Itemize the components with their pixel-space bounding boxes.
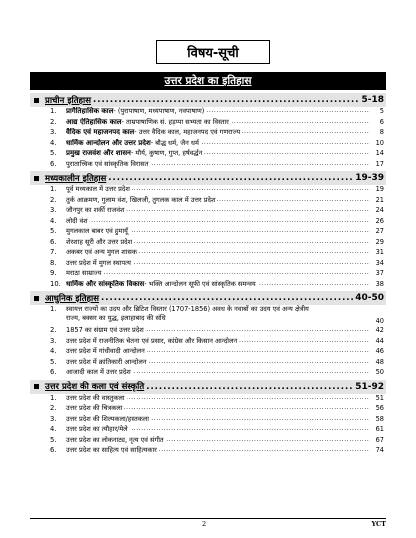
entry-description: - भक्ति आन्दोलन सूफी एवं सांस्कृतिक समन्वय <box>144 279 256 288</box>
entry-page-number: 67 <box>370 436 384 445</box>
toc-entry[interactable] <box>30 415 386 426</box>
entry-page-number: 58 <box>370 415 384 424</box>
entry-page-number: 48 <box>370 358 384 367</box>
entry-body <box>66 118 370 127</box>
entry-page-number: 17 <box>370 160 384 169</box>
entry-body <box>66 217 370 226</box>
entry-description: उत्तर प्रदेश में राजनीतिक चेतना एवं प्रसार, कांग्रेस और किसान आन्दोलन <box>66 336 238 345</box>
entry-label <box>66 185 132 193</box>
section-heading[interactable] <box>30 171 386 185</box>
toc-entry[interactable] <box>30 305 386 326</box>
entry-number: 4. <box>50 347 57 355</box>
entry-page-number: 31 <box>370 248 384 257</box>
page-title-text: विषय-सूची <box>187 46 239 61</box>
entry-label <box>66 326 146 334</box>
entry-label <box>66 259 133 267</box>
section-page-range: 5-18 <box>361 95 384 105</box>
bullet-square-icon <box>34 384 39 389</box>
entry-body <box>66 358 370 367</box>
entry-description: 1857 का संग्राम एवं उत्तर प्रदेश <box>66 326 144 334</box>
entry-body <box>66 404 370 413</box>
entry-description: लोदी वंश <box>66 216 88 225</box>
page-footer <box>30 518 386 528</box>
entry-label <box>66 107 206 115</box>
entry-number: 10. <box>50 279 61 288</box>
bullet-square-icon <box>34 296 39 301</box>
entry-page-number: 61 <box>370 425 384 434</box>
toc-entry[interactable] <box>30 206 386 217</box>
entry-description: उत्तर प्रदेश में गांधीवादी आन्दोलन <box>66 347 145 355</box>
entry-description: मराठा साम्राज्य <box>66 269 102 277</box>
bullet-square-icon <box>34 98 39 103</box>
entry-number: 3. <box>50 128 57 136</box>
entry-label <box>66 305 370 326</box>
entry-description: - ताम्रपाषाणिक सं. हड़प्पा सभ्यता का विस्तार <box>121 117 229 126</box>
entry-number: 2. <box>50 117 57 126</box>
entry-description: अकबर एवं अन्य मुगल शासक <box>66 248 137 256</box>
toc-entry[interactable] <box>30 248 386 259</box>
entry-description: - (पुरापाषाण, मध्यपाषाण, नवपाषाण) <box>113 107 205 115</box>
entry-label <box>66 238 134 246</box>
entry-description: मुगलकाल बाबर एवं हुमायूँ <box>66 227 128 235</box>
entry-description: शेरशाह सूरी और उत्तर प्रदेश <box>66 237 133 246</box>
toc-entry[interactable] <box>30 227 386 238</box>
toc-entry[interactable] <box>30 217 386 228</box>
toc-entry[interactable] <box>30 358 386 369</box>
toc-entry[interactable] <box>30 107 386 118</box>
entry-page-number: 8 <box>370 128 384 137</box>
entry-label <box>66 436 166 444</box>
dot-leader <box>93 95 359 105</box>
entry-bold-title: वैदिक एवं महाजनपद काल <box>66 128 135 136</box>
entry-number: 6. <box>50 237 57 246</box>
entry-description: जौनपुर का शर्की राजवंश <box>66 206 125 214</box>
section-title: मध्यकालीन इतिहास <box>45 173 107 184</box>
entry-page-number: 51 <box>370 394 384 403</box>
toc-entry[interactable] <box>30 394 386 405</box>
entry-number: 5. <box>50 435 57 444</box>
entry-number: 7. <box>50 248 57 256</box>
entry-bold-title: धार्मिक और सांस्कृतिक विकास <box>66 279 145 288</box>
entry-page-number: 10 <box>370 139 384 148</box>
entry-number: 1. <box>50 305 57 313</box>
bullet-square-icon <box>34 176 39 181</box>
entry-body <box>66 107 370 116</box>
section-heading[interactable] <box>30 291 386 305</box>
entry-number: 5. <box>50 227 57 235</box>
entry-body <box>66 446 370 455</box>
entry-label <box>66 415 151 423</box>
entry-label <box>66 425 130 433</box>
section-title: प्राचीन इतिहास <box>45 95 91 106</box>
entry-label <box>66 160 151 168</box>
entry-number: 4. <box>50 425 57 433</box>
entry-number: 2. <box>50 404 57 412</box>
entry-page-number: 14 <box>370 149 384 158</box>
entry-bold-title: धार्मिक आन्दोलन और उत्तर प्रदेश <box>66 138 151 147</box>
toc-entry[interactable] <box>30 160 386 171</box>
entry-number: 1. <box>50 185 57 193</box>
entry-body <box>66 160 370 169</box>
entry-page-number: 50 <box>370 368 384 377</box>
entry-body <box>66 347 370 356</box>
entry-number: 2. <box>50 326 57 334</box>
entry-body <box>66 248 370 257</box>
dot-leader <box>101 293 353 303</box>
entry-number: 6. <box>50 368 57 376</box>
toc-entry[interactable] <box>30 425 386 436</box>
entry-body <box>66 436 370 445</box>
entry-label <box>66 358 148 366</box>
entry-body <box>66 368 370 377</box>
entry-page-number: 27 <box>370 227 384 236</box>
dot-leader <box>146 382 353 392</box>
entry-page-number: 40 <box>370 317 384 326</box>
toc-entry[interactable] <box>30 128 386 139</box>
toc-entry[interactable] <box>30 139 386 150</box>
entry-body <box>66 227 370 236</box>
toc-entry[interactable] <box>30 149 386 160</box>
entry-description: उत्तर प्रदेश की शिल्पकला/हस्तकला <box>66 414 149 423</box>
entry-label <box>66 206 126 214</box>
entry-page-number: 5 <box>370 107 384 116</box>
entry-number: 9. <box>50 269 57 277</box>
entry-number: 4. <box>50 138 57 147</box>
entry-label <box>66 248 139 256</box>
entry-number: 5. <box>50 149 57 157</box>
entry-label <box>66 196 217 204</box>
entry-page-number: 38 <box>370 280 384 289</box>
entry-body <box>66 139 370 148</box>
subject-title-text: उत्तर प्रदेश का इतिहास <box>164 75 252 87</box>
entry-body <box>66 415 370 424</box>
toc-entry[interactable] <box>30 259 386 270</box>
entry-body <box>66 305 370 326</box>
toc-entry[interactable] <box>30 337 386 348</box>
toc-entry[interactable] <box>30 118 386 129</box>
entry-description: - बौद्ध धर्म, जैन धर्म <box>150 138 199 147</box>
entry-description: पूर्व मध्यकाल में उत्तर प्रदेश <box>66 185 130 193</box>
entry-page-number: 26 <box>370 217 384 226</box>
entry-body <box>66 238 370 247</box>
entry-label <box>66 118 231 126</box>
entry-bold-title: प्रागैतिहासिक काल <box>66 107 114 115</box>
entry-description: आजादी काल में उत्तर प्रदेश <box>66 368 131 376</box>
entry-description: उत्तर प्रदेश का लोकनाट्य, नृत्य एवं संगीत <box>66 435 164 444</box>
entry-page-number: 42 <box>370 326 384 335</box>
entry-label <box>66 217 90 225</box>
toc-entry[interactable] <box>30 368 386 379</box>
toc-entry[interactable] <box>30 446 386 457</box>
entry-number: 1. <box>50 107 57 115</box>
toc-entry[interactable] <box>30 185 386 196</box>
entry-number: 3. <box>50 206 57 214</box>
entry-body <box>66 326 370 335</box>
entry-page-number: 6 <box>370 118 384 127</box>
entry-body <box>66 337 370 346</box>
entry-body <box>66 280 370 289</box>
toc-entry[interactable] <box>30 326 386 337</box>
footer-brand: YCT <box>371 520 386 528</box>
toc-entry[interactable] <box>30 269 386 280</box>
toc-entry[interactable] <box>30 404 386 415</box>
entry-description: उत्तर प्रदेश की चित्रकला <box>66 404 123 412</box>
entry-number: 6. <box>50 446 57 454</box>
section-title: उत्तर प्रदेश की कला एवं संस्कृति <box>45 382 145 392</box>
entry-description: उत्तर प्रदेश में क्रांतिकारी आन्दोलन <box>66 357 147 366</box>
entry-label <box>66 280 258 288</box>
table-of-contents <box>30 92 386 457</box>
entry-page-number: 29 <box>370 238 384 247</box>
entry-body <box>66 196 370 205</box>
entry-page-number: 56 <box>370 404 384 413</box>
toc-entry[interactable] <box>30 196 386 207</box>
entry-description: स्वायत्त राज्यों का उदय और ब्रिटिश विस्तार (1707-1856) अवध के नवाबों का उदय एवं अन्य क्षेत्रीय <box>66 305 309 313</box>
dot-leader <box>66 217 370 225</box>
entry-page-number: 34 <box>370 259 384 268</box>
page-title <box>156 40 270 64</box>
toc-entry[interactable] <box>30 436 386 447</box>
section-title: आधुनिक इतिहास <box>45 293 100 304</box>
toc-entry[interactable] <box>30 280 386 291</box>
entry-number: 5. <box>50 357 57 366</box>
entry-page-number: 21 <box>370 196 384 205</box>
entry-page-number: 19 <box>370 185 384 194</box>
entry-number: 4. <box>50 216 57 225</box>
subject-title-bar <box>30 72 386 90</box>
section-page-range: 19-39 <box>355 173 384 183</box>
entry-number: 8. <box>50 258 57 267</box>
entry-number: 3. <box>50 336 57 345</box>
dot-leader <box>66 269 370 277</box>
entry-body <box>66 269 370 278</box>
entry-page-number: 44 <box>370 337 384 346</box>
entry-page-number: 74 <box>370 446 384 455</box>
entry-number: 1. <box>50 393 57 402</box>
entry-description: उत्तर प्रदेश का साहित्य एवं साहित्यकार <box>66 446 157 454</box>
entry-label <box>66 404 124 412</box>
entry-number: 6. <box>50 159 57 168</box>
entry-description-line2: राज्य, बक्सर का युद्ध, इलाहाबाद की संधि <box>66 314 166 322</box>
entry-label <box>66 347 147 355</box>
entry-body <box>66 394 370 403</box>
section-page-range: 40-50 <box>355 293 384 303</box>
entry-label <box>66 149 204 157</box>
entry-label <box>66 139 201 147</box>
entry-description: - उत्तर वैदिक काल, महाजनपद एवं गणराज्य <box>134 128 241 136</box>
section-page-range: 51-92 <box>355 381 384 392</box>
entry-label <box>66 368 133 376</box>
entry-bold-title: प्रमुख राजवंश और शासन <box>66 149 131 157</box>
entry-page-number: 37 <box>370 269 384 278</box>
entry-body <box>66 425 370 434</box>
entry-body <box>66 259 370 268</box>
entry-description: उत्तर प्रदेश का त्यौहार/मेले <box>66 425 128 433</box>
entry-description: पुरातात्त्विक एवं सांस्कृतिक विरासत <box>66 159 149 168</box>
entry-number: 2. <box>50 195 57 204</box>
section-heading[interactable] <box>30 380 386 394</box>
toc-entry[interactable] <box>30 347 386 358</box>
entry-number: 3. <box>50 414 57 423</box>
entry-bold-title: आद्य ऐतिहासिक काल <box>66 117 122 126</box>
entry-description: - मौर्य, कुषाण, गुप्त, हर्षवर्द्धन <box>130 149 203 157</box>
entry-body <box>66 185 370 194</box>
entry-label <box>66 337 239 345</box>
entry-body <box>66 128 370 137</box>
entry-description: उत्तर प्रदेश में मुगल स्थापत्य <box>66 258 131 267</box>
entry-page-number: 24 <box>370 206 384 215</box>
entry-label <box>66 394 127 402</box>
entry-description: तुर्क आक्रमण, गुलाम वंश, खिलजी, तुगलक काल में उत्तर प्रदेश <box>66 195 216 204</box>
entry-description: उत्तर प्रदेश की वास्तुकला <box>66 393 125 402</box>
section-heading[interactable] <box>30 93 386 107</box>
entry-label <box>66 128 242 136</box>
dot-leader <box>108 173 353 183</box>
entry-label <box>66 227 130 235</box>
entry-body <box>66 206 370 215</box>
footer-page-number: 2 <box>202 520 207 528</box>
entry-label <box>66 446 159 454</box>
entry-label <box>66 269 103 277</box>
entry-page-number: 46 <box>370 347 384 356</box>
entry-body <box>66 149 370 158</box>
toc-entry[interactable] <box>30 238 386 249</box>
